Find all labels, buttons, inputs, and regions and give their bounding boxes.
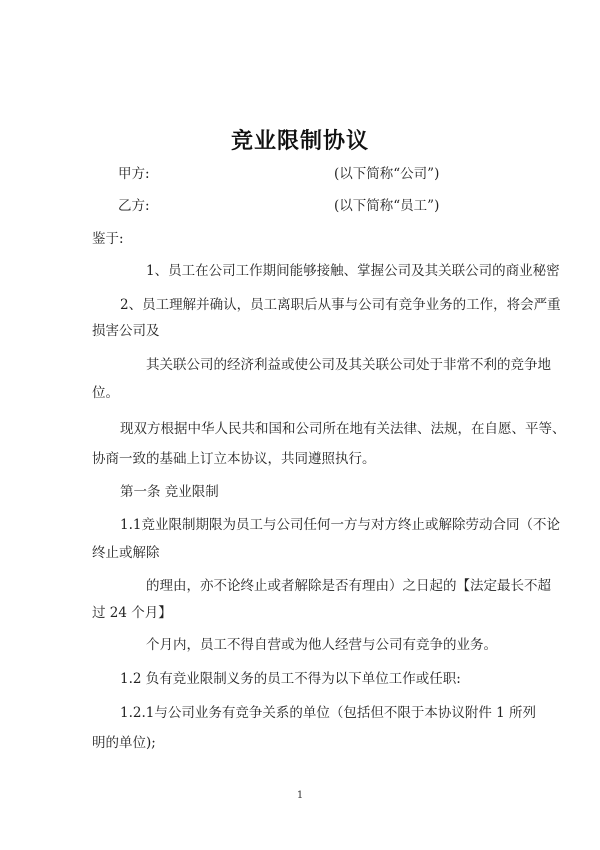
paragraph-line: 1.2.1与公司业务有竞争关系的单位（包括但不限于本协议附件 1 所列 [120, 705, 537, 721]
clause-heading: 1.2 负有竞业限制义务的员工不得为以下单位工作或任职: [120, 671, 461, 687]
paragraph-line: 现双方根据中华人民共和国和公司所在地有关法律、法规，在自愿、平等、 [120, 421, 566, 437]
paragraph-line: 明的单位); [92, 735, 156, 751]
paragraph-line: 其关联公司的经济利益或使公司及其关联公司处于非常不利的竞争地 [146, 357, 551, 373]
party-b-note: (以下简称“员工”) [334, 198, 440, 214]
paragraph-line: 位。 [92, 385, 119, 401]
paragraph-line: 的理由，亦不论终止或者解除是否有理由）之日起的【法定最长不超 [146, 578, 551, 594]
paragraph-line: 过 24 个月】 [92, 605, 172, 621]
paragraph-line: 协商一致的基础上订立本协议，共同遵照执行。 [92, 451, 376, 467]
paragraph-line: 1、员工在公司工作期间能够接触、掌握公司及其关联公司的商业秘密 [146, 263, 560, 279]
paragraph-line: 终止或解除 [92, 545, 160, 561]
paragraph-line: 损害公司及 [92, 323, 160, 339]
paragraph-line: 个月内，员工不得自营或为他人经营与公司有竞争的业务。 [146, 637, 497, 653]
party-a-label: 甲方: [118, 166, 150, 182]
paragraph-line: 2、员工理解并确认，员工离职后从事与公司有竞争业务的工作，将会严重 [120, 297, 561, 313]
paragraph-line: 1.1竞业限制期限为员工与公司任何一方与对方终止或解除劳动合同（不论 [120, 517, 560, 533]
party-b-label: 乙方: [118, 198, 150, 214]
whereas-heading: 鉴于: [92, 231, 124, 247]
party-a-note: (以下简称“公司”) [334, 166, 440, 182]
article-heading: 第一条 竞业限制 [120, 484, 219, 500]
page-number: 1 [296, 790, 304, 801]
document-title: 竞业限制协议 [230, 129, 369, 154]
